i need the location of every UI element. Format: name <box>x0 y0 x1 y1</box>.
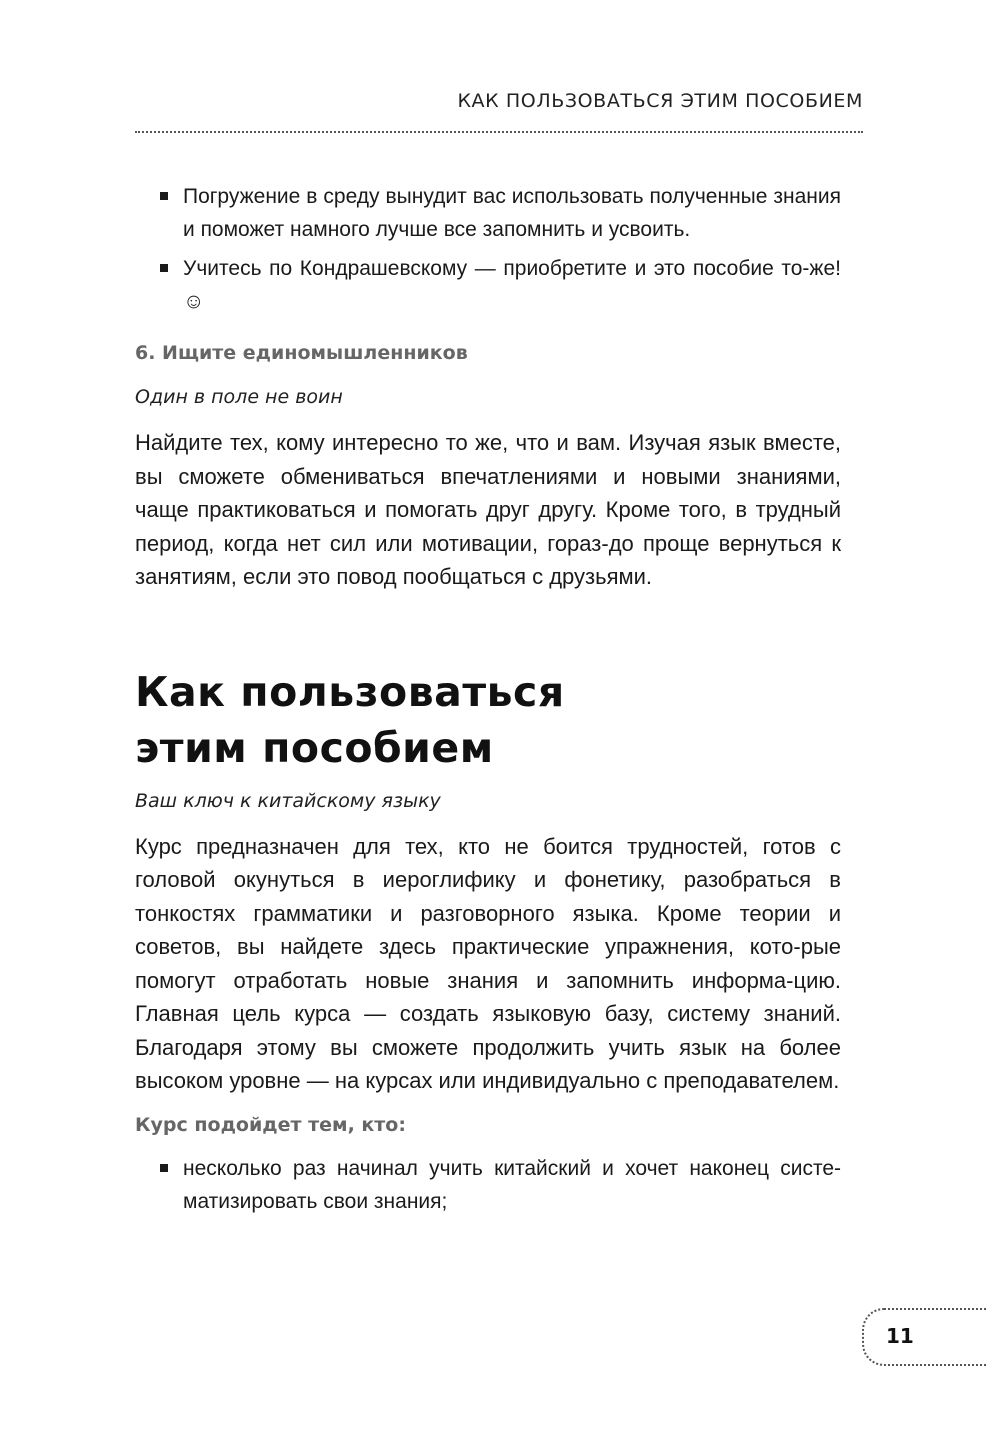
list-item <box>135 1152 841 1218</box>
top-bullet-list <box>135 180 841 318</box>
audience-heading: Курс подойдет тем, кто: <box>135 1113 406 1136</box>
square-bullet-icon <box>160 264 168 272</box>
section-paragraph: Найдите тех, кому интересно то же, что и вам. Изучая язык вместе, вы сможете обмениваться впечатлениями и новыми знаниями, чаще практиковаться и помогать друг другу. Кроме того, в трудный период, когда нет сил или мотивации, гораз-до проще вернуться к занятиям, если это повод пообщаться с друзьями. <box>135 430 841 589</box>
list-item-text: Погружение в среду вынудит вас использовать полученные знания и поможет намного лучше все запомнить и усвоить. <box>183 185 841 241</box>
list-item <box>135 180 841 246</box>
chapter-title-line: этим пособием <box>135 723 494 772</box>
running-head: КАК ПОЛЬЗОВАТЬСЯ ЭТИМ ПОСОБИЕМ <box>457 90 863 112</box>
chapter-title <box>135 664 841 776</box>
header-dotted-rule <box>135 131 863 133</box>
audience-bullet-list <box>135 1152 841 1218</box>
page-number: 11 <box>886 1324 914 1348</box>
page-number-frame <box>862 1308 987 1366</box>
page-body <box>135 180 841 1224</box>
list-item-text: несколько раз начинал учить китайский и хочет наконец систе-матизировать свои знания; <box>183 1156 841 1213</box>
section-heading: 6. Ищите единомышленников <box>135 342 468 364</box>
square-bullet-icon <box>160 192 168 200</box>
chapter-title-line: Как пользоваться <box>135 667 565 716</box>
list-item-text: Учитесь по Кондрашевскому — приобретите и это пособие то-же!☺ <box>183 257 841 313</box>
section-epigraph: Один в поле не воин <box>135 386 343 408</box>
chapter-epigraph: Ваш ключ к китайскому языку <box>135 789 441 812</box>
list-item <box>135 252 841 318</box>
square-bullet-icon <box>160 1164 168 1172</box>
chapter-paragraph: Курс предназначен для тех, кто не боится трудностей, готов с головой окунуться в иероглифику и фонетику, разобраться в тонкостях грамматики и разговорного языка. Кроме теории и советов, вы найдете здесь практические упражнения, кото-рые помогут отработать новые знания и запомнить информа-цию. Главная цель курса — создать языковую базу, систему знаний. Благодаря этому вы сможете продолжить учить язык на более высоком уровне — на курсах или индивидуально с преподавателем. <box>135 833 841 1093</box>
